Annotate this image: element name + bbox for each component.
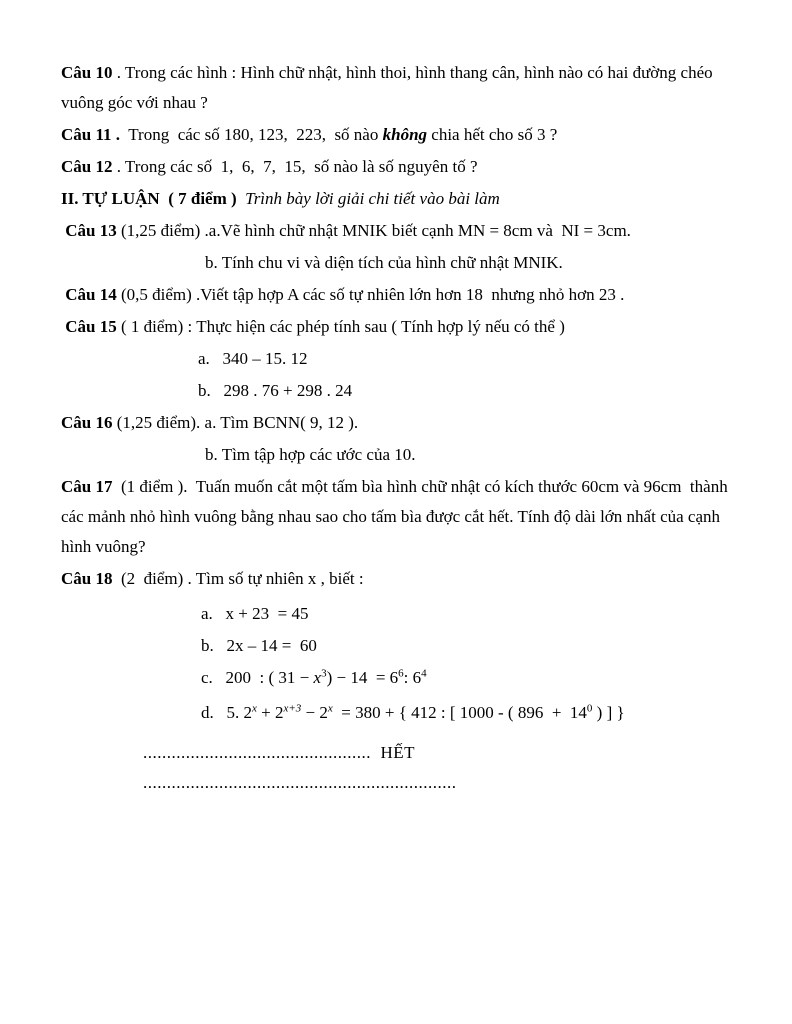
dotted-rule-left: ................................................: [143, 743, 371, 762]
exponent-x-plus-3: x+3: [283, 702, 302, 715]
question-18-item-d: [61, 698, 735, 728]
question-14-label: Câu 14: [61, 285, 117, 304]
variable-x: x: [313, 668, 322, 687]
question-15-item-b: [61, 376, 735, 406]
equation-text: − 2: [301, 703, 328, 722]
question-11-text-post: chia hết cho số 3 ?: [427, 125, 558, 144]
question-18-label: Câu 18: [61, 569, 113, 588]
question-14: [61, 280, 735, 310]
section-2-title: II. TỰ LUẬN ( 7 điểm ): [61, 189, 237, 208]
question-15-label: Câu 15: [61, 317, 117, 336]
question-18-item-b-text: b. 2x – 14 = 60: [201, 636, 317, 655]
question-16-text: (1,25 điểm). a. Tìm BCNN( 9, 12 ).: [112, 413, 359, 432]
question-13: [61, 216, 735, 246]
spacer: [415, 743, 429, 762]
equation-text: d. 5. 2: [201, 703, 252, 722]
question-11-label: Câu 11 .: [61, 125, 121, 144]
question-13-item-b: [61, 248, 735, 278]
question-11-emphasis: không: [382, 125, 428, 144]
question-11: [61, 120, 735, 150]
exponent: 4: [421, 667, 427, 680]
question-10: [61, 58, 735, 118]
question-14-text: (0,5 điểm) .Viết tập hợp A các số tự nhiên lớn hơn 18 nhưng nhỏ hơn 23 .: [116, 285, 625, 304]
question-13-label: Câu 13: [61, 221, 117, 240]
question-17: [61, 472, 735, 562]
section-2-heading: [61, 184, 735, 214]
question-12: [61, 152, 735, 182]
question-15-text: ( 1 điểm) : Thực hiện các phép tính sau ( Tính hợp lý nếu có thể ): [116, 317, 565, 336]
end-label: [371, 743, 381, 762]
question-18-item-c: [61, 663, 735, 693]
question-13-item-b-text: b. Tính chu vi và diện tích của hình chữ nhật MNIK.: [205, 253, 563, 272]
question-13-text: (1,25 điểm) .a.Vẽ hình chữ nhật MNIK biết cạnh MN = 8cm và NI = 3cm.: [116, 221, 631, 240]
end-of-exam-line: [61, 738, 735, 798]
question-11-text-pre: Trong các số 180, 123, 223, số nào: [120, 125, 383, 144]
question-12-label: Câu 12: [61, 157, 113, 176]
het-label: HẾT: [380, 743, 415, 762]
question-15-item-a: [61, 344, 735, 374]
question-18-item-a: [61, 599, 735, 629]
equation-text: + 2: [256, 703, 284, 722]
equation-text: = 380 + { 412 : [ 1000 - ( 896 + 14: [332, 703, 587, 722]
question-18-text: (2 điểm) . Tìm số tự nhiên x , biết :: [112, 569, 364, 588]
question-18-item-a-text: a. x + 23 = 45: [201, 604, 309, 623]
equation-text: c. 200 : ( 31 −: [201, 668, 314, 687]
equation-text: ) ] }: [592, 703, 625, 722]
question-10-text: . Trong các hình : Hình chữ nhật, hình thoi, hình thang cân, hình nào có hai đường chéo vuông góc với nhau ?: [61, 63, 717, 112]
question-16: [61, 408, 735, 438]
equation-text: ) − 14 = 6: [326, 668, 399, 687]
question-15: [61, 312, 735, 342]
exponent: 0: [586, 702, 593, 715]
question-16-item-b-text: b. Tìm tập hợp các ước của 10.: [205, 445, 416, 464]
question-16-item-b: [61, 440, 735, 470]
question-17-label: Câu 17: [61, 477, 113, 496]
exponent: 6: [398, 667, 404, 680]
question-10-label: Câu 10: [61, 63, 113, 82]
section-2-instruction: Trình bày lời giải chi tiết vào bài làm: [236, 189, 500, 208]
exponent: 3: [321, 667, 327, 680]
question-18: [61, 564, 735, 594]
exponent-x: x: [252, 702, 257, 715]
question-18-item-b: [61, 631, 735, 661]
dotted-rule-right: ..................................................................: [143, 773, 457, 792]
question-12-text: . Trong các số 1, 6, 7, 15, số nào là số nguyên tố ?: [112, 157, 478, 176]
question-15-item-a-text: a. 340 – 15. 12: [198, 349, 308, 368]
equation-text: : 6: [403, 668, 422, 687]
exponent-x: x: [327, 702, 333, 715]
question-17-text: (1 điểm ). Tuấn muốn cắt một tấm bìa hình chữ nhật có kích thước 60cm và 96cm thành các mảnh nhỏ hình vuông bằng nhau sao cho tấm bìa được cắt hết. Tính độ dài lớn nhất của cạnh hình vuông?: [61, 477, 732, 556]
question-16-label: Câu 16: [61, 413, 113, 432]
question-15-item-b-text: b. 298 . 76 + 298 . 24: [198, 381, 353, 400]
